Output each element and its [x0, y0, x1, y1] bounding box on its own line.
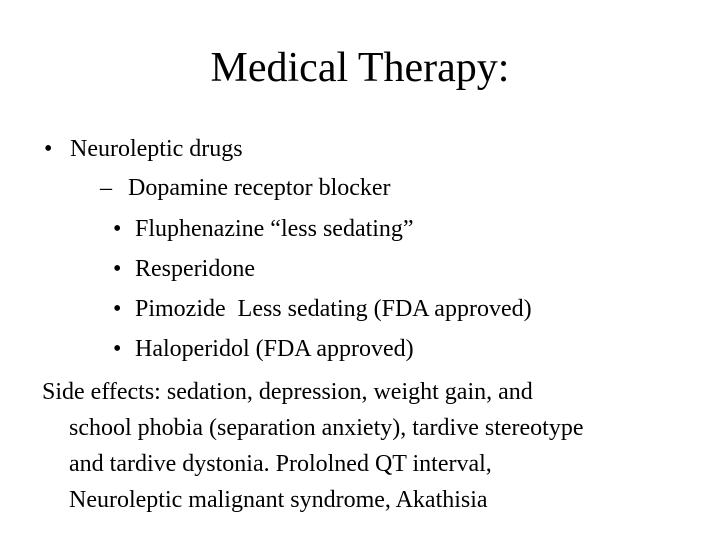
bullet-dot-icon: •	[113, 296, 122, 322]
bullet-text: Dopamine receptor blocker	[128, 175, 391, 201]
bullet-text: Haloperidol (FDA approved)	[135, 336, 414, 362]
drug-item-pimozide	[113, 294, 532, 324]
side-effects-line: Neuroleptic malignant syndrome, Akathisia	[69, 487, 488, 513]
bullet-dot-icon: •	[44, 136, 53, 162]
side-effects-line: and tardive dystonia. Prololned QT interval,	[69, 451, 492, 477]
bullet-text: Fluphenazine “less sedating”	[135, 216, 414, 242]
slide-title: Medical Therapy:	[210, 45, 510, 91]
bullet-dot-icon: •	[113, 256, 122, 282]
drug-item-haloperidol	[113, 334, 414, 364]
bullet-dot-icon: •	[113, 336, 122, 362]
drug-item-fluphenazine	[113, 214, 414, 244]
bullet-dash-icon: –	[100, 175, 112, 201]
bullet-text: Resperidone	[135, 256, 255, 282]
side-effects-line: Side effects: sedation, depression, weight gain, and	[42, 379, 533, 405]
bullet-item-level2	[100, 173, 391, 203]
side-effects-line: school phobia (separation anxiety), tardive stereotype	[69, 415, 584, 441]
bullet-text: Pimozide Less sedating (FDA approved)	[135, 296, 532, 322]
bullet-dot-icon: •	[113, 216, 122, 242]
drug-item-resperidone	[113, 254, 255, 284]
bullet-text: Neuroleptic drugs	[70, 136, 243, 162]
side-effects-paragraph	[42, 374, 682, 518]
bullet-item-level1	[44, 134, 243, 164]
